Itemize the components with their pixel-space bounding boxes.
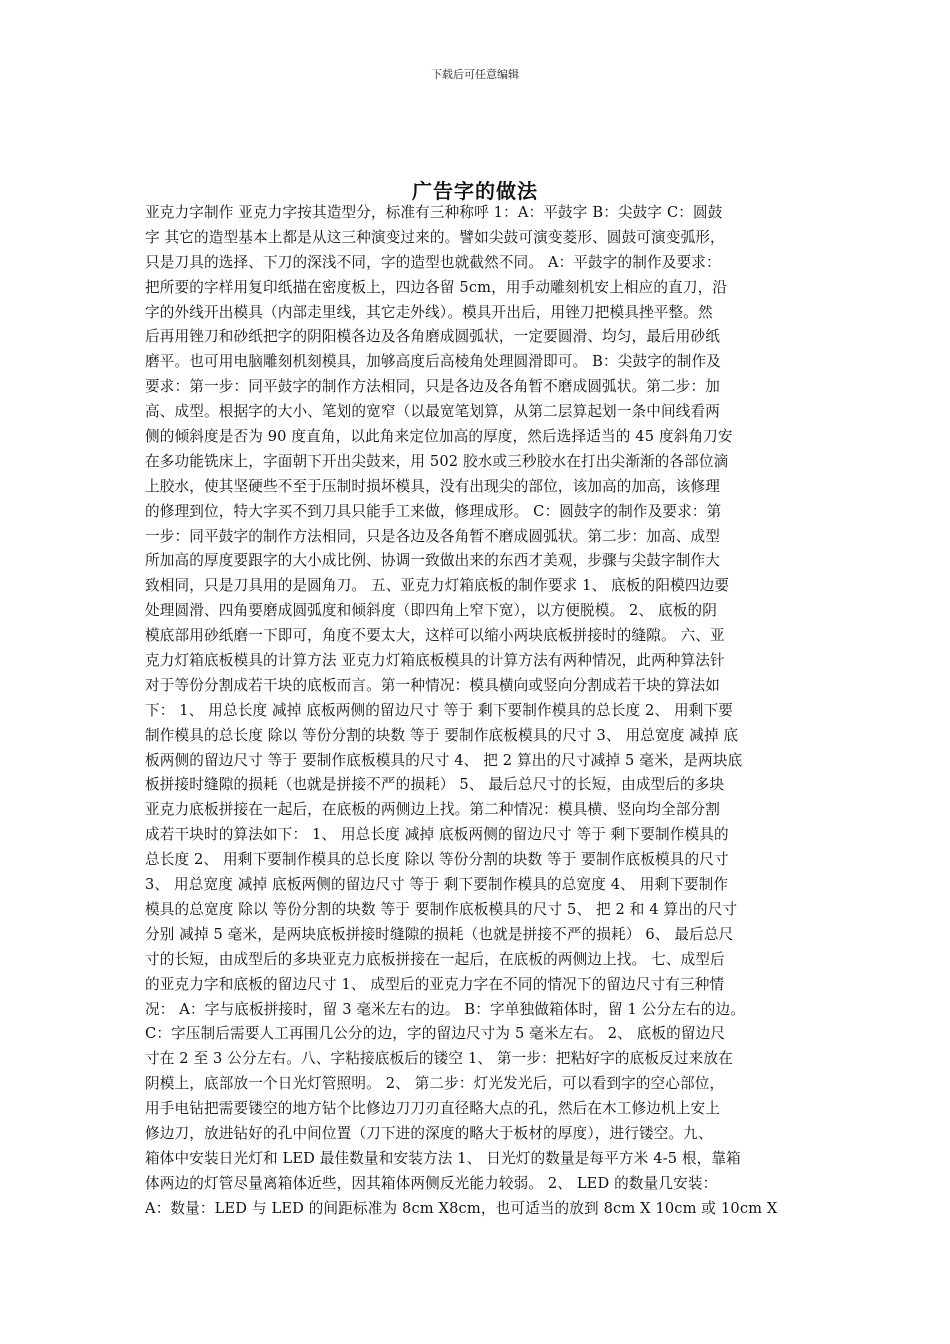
body-text-line: 在多功能铣床上，字面朝下开出尖鼓来，用 502 胶水或三秒胶水在打出尖渐渐的各部位滴 <box>145 452 729 470</box>
body-text-line: 的修理到位，特大字买不到刀具只能手工来做，修理成形。 C：圆鼓字的制作及要求：第 <box>145 502 722 520</box>
body-text-line: 克力灯箱底板模具的计算方法 亚克力灯箱底板模具的计算方法有两种情况，此两种算法针 <box>145 652 725 670</box>
body-text-line: 成若干块时的算法如下： 1、 用总长度 减掉 底板两侧的留边尺寸 等于 剩下要制作模具的 <box>145 826 729 844</box>
body-text-line: 用手电钻把需要镂空的地方钻个比修边刀刀刃直径略大点的孔，然后在木工修边机上安上 <box>145 1100 721 1118</box>
body-text-line: 只是刀具的选择、下刀的深浅不同，字的造型也就截然不同。 A：平鼓字的制作及要求： <box>145 253 721 271</box>
body-text-line: 字的外线开出模具（内部走里线，其它走外线）。模具开出后，用锉刀把模具挫平整。然 <box>145 303 713 321</box>
body-text-line: 要求：第一步：同平鼓字的制作方法相同，只是各边及各角暂不磨成圆弧状。第二步：加 <box>145 378 721 396</box>
page-header: 下载后可任意编辑 <box>431 68 519 81</box>
body-text-line: 下： 1、 用总长度 减掉 底板两侧的留边尺寸 等于 剩下要制作模具的总长度 2、 用剩下要 <box>145 701 733 719</box>
body-text-line: 体两边的灯管尽量离箱体近些，因其箱体两侧反光能力较弱。 2、 LED 的数量几安装： <box>145 1174 718 1192</box>
body-text-line: 致相同，只是刀具用的是圆角刀。 五、亚克力灯箱底板的制作要求 1、 底板的阳模四边要 <box>145 577 730 595</box>
body-text-line: 上胶水，使其坚硬些不至于压制时损坏模具，没有出现尖的部位，该加高的加高，该修理 <box>145 477 721 495</box>
document-body <box>145 201 810 1222</box>
body-text-line: 所加高的厚度要跟字的大小成比例、协调一致做出来的东西才美观，步骤与尖鼓字制作大 <box>145 552 721 570</box>
body-text-line: 高、成型。根据字的大小、笔划的宽窄（以最宽笔划算，从第二层算起划一条中间线看两 <box>145 403 721 421</box>
body-text-line: 对于等份分割成若干块的底板而言。第一种情况：模具横向或竖向分割成若干块的算法如 <box>145 676 721 694</box>
body-text-line: 一步：同平鼓字的制作方法相同，只是各边及各角暂不磨成圆弧状。第二步：加高、成型 <box>145 527 721 545</box>
body-text-line: 寸在 2 至 3 公分左右。八、字粘接底板后的镂空 1、 第一步：把粘好字的底板反过来放在 <box>145 1050 733 1068</box>
body-text-line: C：字压制后需要人工再围几公分的边，字的留边尺寸为 5 毫米左右。 2、 底板的留边尺 <box>145 1025 726 1043</box>
body-text-line: A：数量：LED 与 LED 的间距标准为 8cm X8cm，也可适当的放到 8cm X 10cm 或 10cm X <box>145 1199 778 1217</box>
body-text-line: 磨平。也可用电脑雕刻机刻模具，加够高度后高棱角处理圆滑即可。 B：尖鼓字的制作及 <box>145 353 721 371</box>
body-text-line: 亚克力字制作 亚克力字按其造型分，标准有三种称呼 1：A：平鼓字 B：尖鼓字 C：圆鼓 <box>145 204 723 221</box>
body-text-line: 3、 用总宽度 减掉 底板两侧的留边尺寸 等于 剩下要制作模具的总宽度 4、 用剩下要制作 <box>145 876 729 894</box>
body-text-line: 总长度 2、 用剩下要制作模具的总长度 除以 等份分割的块数 等于 要制作底板模具的尺寸 <box>145 851 729 869</box>
body-text-line: 处理圆滑、四角要磨成圆弧度和倾斜度（即四角上窄下宽），以方便脱模。 2、 底板的阴 <box>145 602 717 620</box>
body-text-line: 把所要的字样用复印纸描在密度板上，四边各留 5cm，用手动雕刻机安上相应的直刀，沿 <box>145 278 728 296</box>
body-text-line: 板两侧的留边尺寸 等于 要制作底板模具的尺寸 4、 把 2 算出的尺寸减掉 5 毫米，是两块底 <box>145 751 743 769</box>
body-text-line: 修边刀，放进钻好的孔中间位置（刀下进的深度的略大于板材的厚度），进行镂空。九、 <box>145 1124 713 1142</box>
body-text-line: 寸的长短，由成型后的多块亚克力底板拼接在一起后，在底板的两侧边上找。 七、成型后 <box>145 950 725 968</box>
body-text-line: 阴模上，底部放一个日光灯管照明。 2、 第二步：灯光发光后，可以看到字的空心部位， <box>145 1075 725 1093</box>
body-text-line: 字 其它的造型基本上都是从这三种演变过来的。譬如尖鼓可演变菱形、圆鼓可演变弧形， <box>145 228 725 246</box>
body-text-line: 模具的总宽度 除以 等份分割的块数 等于 要制作底板模具的尺寸 5、 把 2 和 4 算出的尺寸 <box>145 900 738 918</box>
body-text-line: 箱体中安装日光灯和 LED 最佳数量和安装方法 1、 日光灯的数量是每平方米 4-5 根，靠箱 <box>145 1149 741 1167</box>
body-text-line: 制作模具的总长度 除以 等份分割的块数 等于 要制作底板模具的尺寸 3、 用总宽度 减掉 底 <box>145 726 739 744</box>
body-text-line: 后再用锉刀和砂纸把字的阴阳模各边及各角磨成圆弧状，一定要圆滑、均匀，最后用砂纸 <box>145 328 721 346</box>
body-text-line: 亚克力底板拼接在一起后，在底板的两侧边上找。第二种情况：模具横、竖向均全部分割 <box>145 801 721 819</box>
body-text-line: 分别 减掉 5 毫米，是两块底板拼接时缝隙的损耗（也就是拼接不严的损耗） 6、 最后总尺 <box>145 925 734 943</box>
body-text-line: 侧的倾斜度是否为 90 度直角，以此角来定位加高的厚度，然后选择适当的 45 度斜角刀安 <box>145 428 733 446</box>
body-text-line: 模底部用砂纸磨一下即可，角度不要太大，这样可以缩小两块底板拼接时的缝隙。 六、亚 <box>145 627 725 645</box>
body-text-line: 板拼接时缝隙的损耗（也就是拼接不严的损耗） 5、 最后总尺寸的长短，由成型后的多块 <box>145 776 725 794</box>
document-title: 广告字的做法 <box>412 179 538 203</box>
body-text-line: 的亚克力字和底板的留边尺寸 1、 成型后的亚克力字在不同的情况下的留边尺寸有三种情 <box>145 975 725 993</box>
body-text-line: 况： A：字与底板拼接时，留 3 毫米左右的边。 B：字单独做箱体时，留 1 公分左右的边。 <box>145 1000 745 1018</box>
